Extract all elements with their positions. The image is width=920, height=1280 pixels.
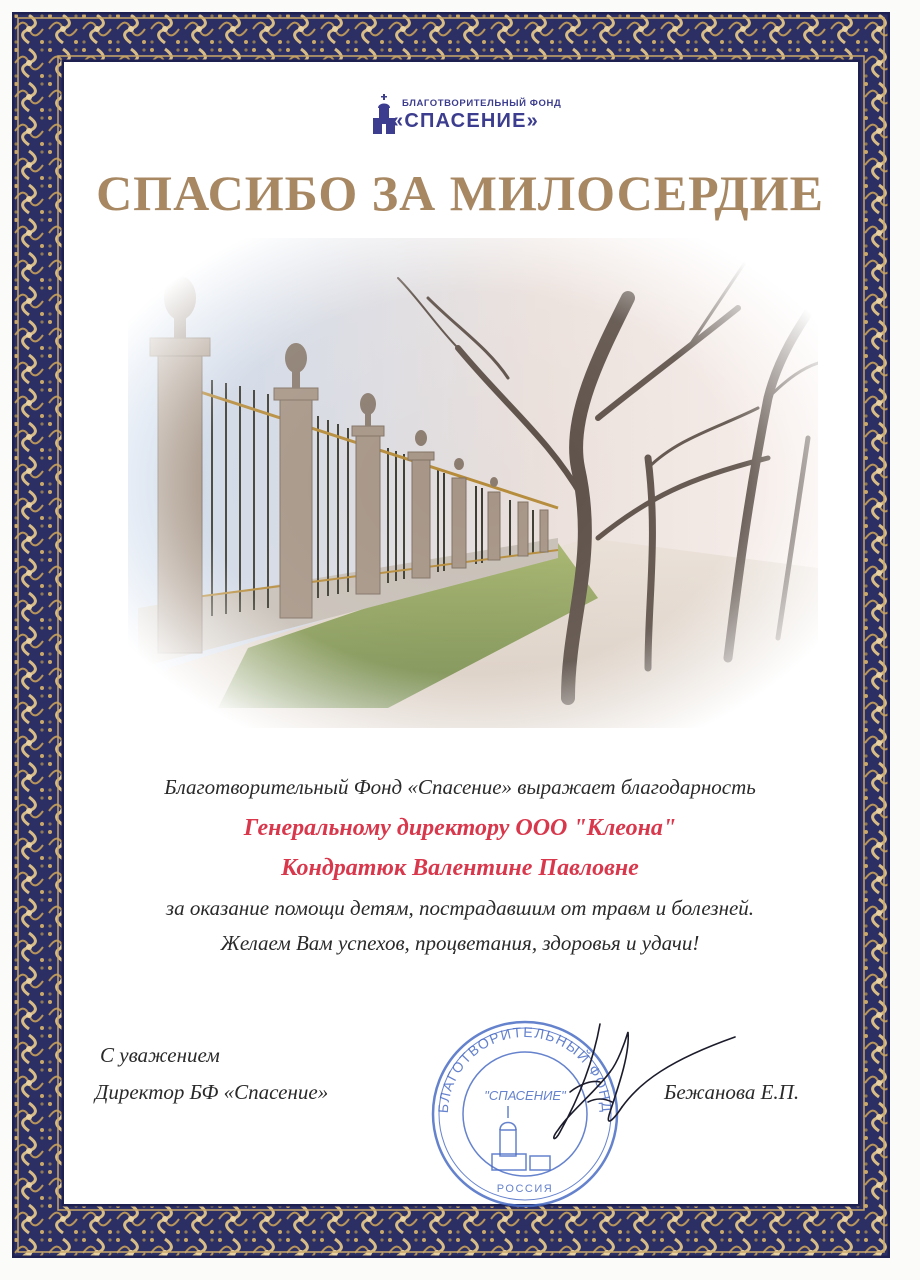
gratitude-intro-text: Благотворительный Фонд «Спасение» выражает благодарность [164,775,756,799]
recipient-name-text: Кондратюк Валентине Павловне [281,855,639,881]
summer-garden-fence-photo [128,238,818,728]
charity-fund-logo [364,90,564,146]
logo-subtitle: БЛАГОТВОРИТЕЛЬНЫЙ ФОНД [402,98,562,109]
closing-regards: С уважением [100,1043,220,1067]
signatory-name: Бежанова Е.П. [664,1080,800,1104]
wishes-text: Желаем Вам успехов, процветания, здоровья и удачи! [220,931,700,955]
gratitude-reason-text: за оказание помощи детям, пострадавшим от травм и болезней. [165,896,755,920]
svg-text:БЛАГОТВОРИТЕЛЬНЫЙ ФОНД: БЛАГОТВОРИТЕЛЬНЫЙ ФОНД [434,1023,616,1114]
svg-text:РОССИЯ: РОССИЯ [496,1183,554,1195]
certificate-heading: СПАСИБО ЗА МИЛОСЕРДИЕ [96,165,824,221]
handwritten-signature [500,1012,740,1162]
signatory-role: Директор БФ «Спасение» [95,1080,329,1104]
recipient-position-text: Генеральному директору ООО "Клеона" [243,815,677,841]
svg-text:"СПАСЕНИЕ": "СПАСЕНИЕ" [484,1088,566,1103]
logo-name: «СПАСЕНИЕ» [392,110,539,132]
